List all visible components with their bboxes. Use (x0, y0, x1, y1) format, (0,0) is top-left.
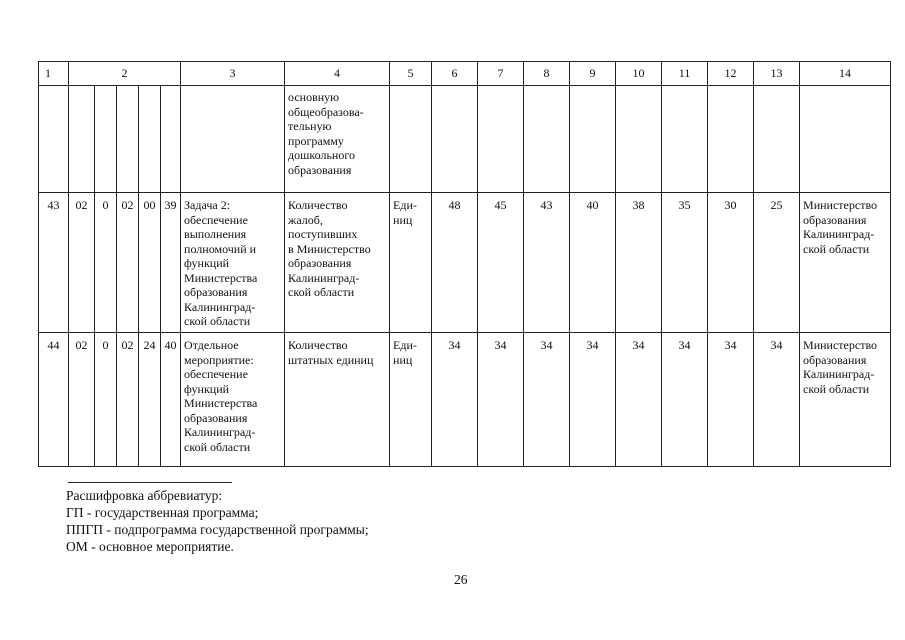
code-cell: 00 (139, 193, 161, 333)
value-cell: 35 (662, 193, 708, 333)
activity-cell: Отдельное мероприятие: обеспечение функций Министерства образования Калининград- ской области (181, 333, 285, 467)
table-row (39, 333, 891, 467)
value-cell: 40 (570, 193, 616, 333)
value-cell (708, 86, 754, 193)
header-cell: 6 (432, 62, 478, 86)
header-cell: 3 (181, 62, 285, 86)
code-cell (161, 86, 181, 193)
table-header-row (39, 62, 891, 86)
indicator-cell: Количество штатных единиц (285, 333, 390, 467)
indicators-table (38, 61, 891, 467)
value-cell: 34 (754, 333, 800, 467)
unit-cell (390, 86, 432, 193)
code-cell (117, 86, 139, 193)
value-cell: 34 (478, 333, 524, 467)
value-cell (478, 86, 524, 193)
indicator-cell: Количество жалоб, поступивших в Министерство образования Калининград- ской области (285, 193, 390, 333)
header-cell: 7 (478, 62, 524, 86)
table-row (39, 86, 891, 193)
value-cell: 34 (662, 333, 708, 467)
responsible-cell (800, 86, 891, 193)
value-cell: 34 (570, 333, 616, 467)
code-cell: 02 (69, 333, 95, 467)
value-cell: 34 (708, 333, 754, 467)
page-number: 26 (454, 572, 468, 587)
footnote-title: Расшифровка аббревиатур: (66, 488, 223, 503)
code-cell: 02 (69, 193, 95, 333)
value-cell (570, 86, 616, 193)
value-cell (616, 86, 662, 193)
row-number-cell: 44 (39, 333, 69, 467)
header-cell: 10 (616, 62, 662, 86)
header-cell: 13 (754, 62, 800, 86)
row-number-cell: 43 (39, 193, 69, 333)
code-cell: 0 (95, 333, 117, 467)
responsible-cell: Министерство образования Калининград- ской области (800, 333, 891, 467)
code-cell: 39 (161, 193, 181, 333)
header-cell: 9 (570, 62, 616, 86)
value-cell: 43 (524, 193, 570, 333)
indicator-cell: основную общеобразова- тельную программу дошкольного образования (285, 86, 390, 193)
header-cell: 2 (69, 62, 181, 86)
code-cell: 24 (139, 333, 161, 467)
header-cell: 14 (800, 62, 891, 86)
value-cell: 34 (432, 333, 478, 467)
value-cell (432, 86, 478, 193)
header-cell: 1 (39, 62, 69, 86)
value-cell (662, 86, 708, 193)
header-cell: 4 (285, 62, 390, 86)
code-cell: 0 (95, 193, 117, 333)
unit-cell: Еди- ниц (390, 193, 432, 333)
header-cell: 11 (662, 62, 708, 86)
code-cell: 40 (161, 333, 181, 467)
table-row (39, 193, 891, 333)
header-cell: 12 (708, 62, 754, 86)
header-cell: 8 (524, 62, 570, 86)
abbreviations-footnote (66, 487, 369, 555)
value-cell: 45 (478, 193, 524, 333)
unit-cell: Еди- ниц (390, 333, 432, 467)
footnote-line: ОМ - основное мероприятие. (66, 539, 234, 554)
responsible-cell: Министерство образования Калининград- ской области (800, 193, 891, 333)
footnote-line: ППГП - подпрограмма государственной программы; (66, 522, 369, 537)
footnote-line: ГП - государственная программа; (66, 505, 259, 520)
value-cell: 25 (754, 193, 800, 333)
value-cell: 48 (432, 193, 478, 333)
value-cell: 34 (524, 333, 570, 467)
code-cell (69, 86, 95, 193)
code-cell (139, 86, 161, 193)
activity-cell (181, 86, 285, 193)
header-cell: 5 (390, 62, 432, 86)
activity-cell: Задача 2: обеспечение выполнения полномочий и функций Министерства образования Калининград- ской области (181, 193, 285, 333)
code-cell: 02 (117, 333, 139, 467)
row-number-cell (39, 86, 69, 193)
value-cell (754, 86, 800, 193)
value-cell: 38 (616, 193, 662, 333)
value-cell (524, 86, 570, 193)
footnote-divider (68, 482, 232, 483)
code-cell (95, 86, 117, 193)
value-cell: 30 (708, 193, 754, 333)
code-cell: 02 (117, 193, 139, 333)
value-cell: 34 (616, 333, 662, 467)
